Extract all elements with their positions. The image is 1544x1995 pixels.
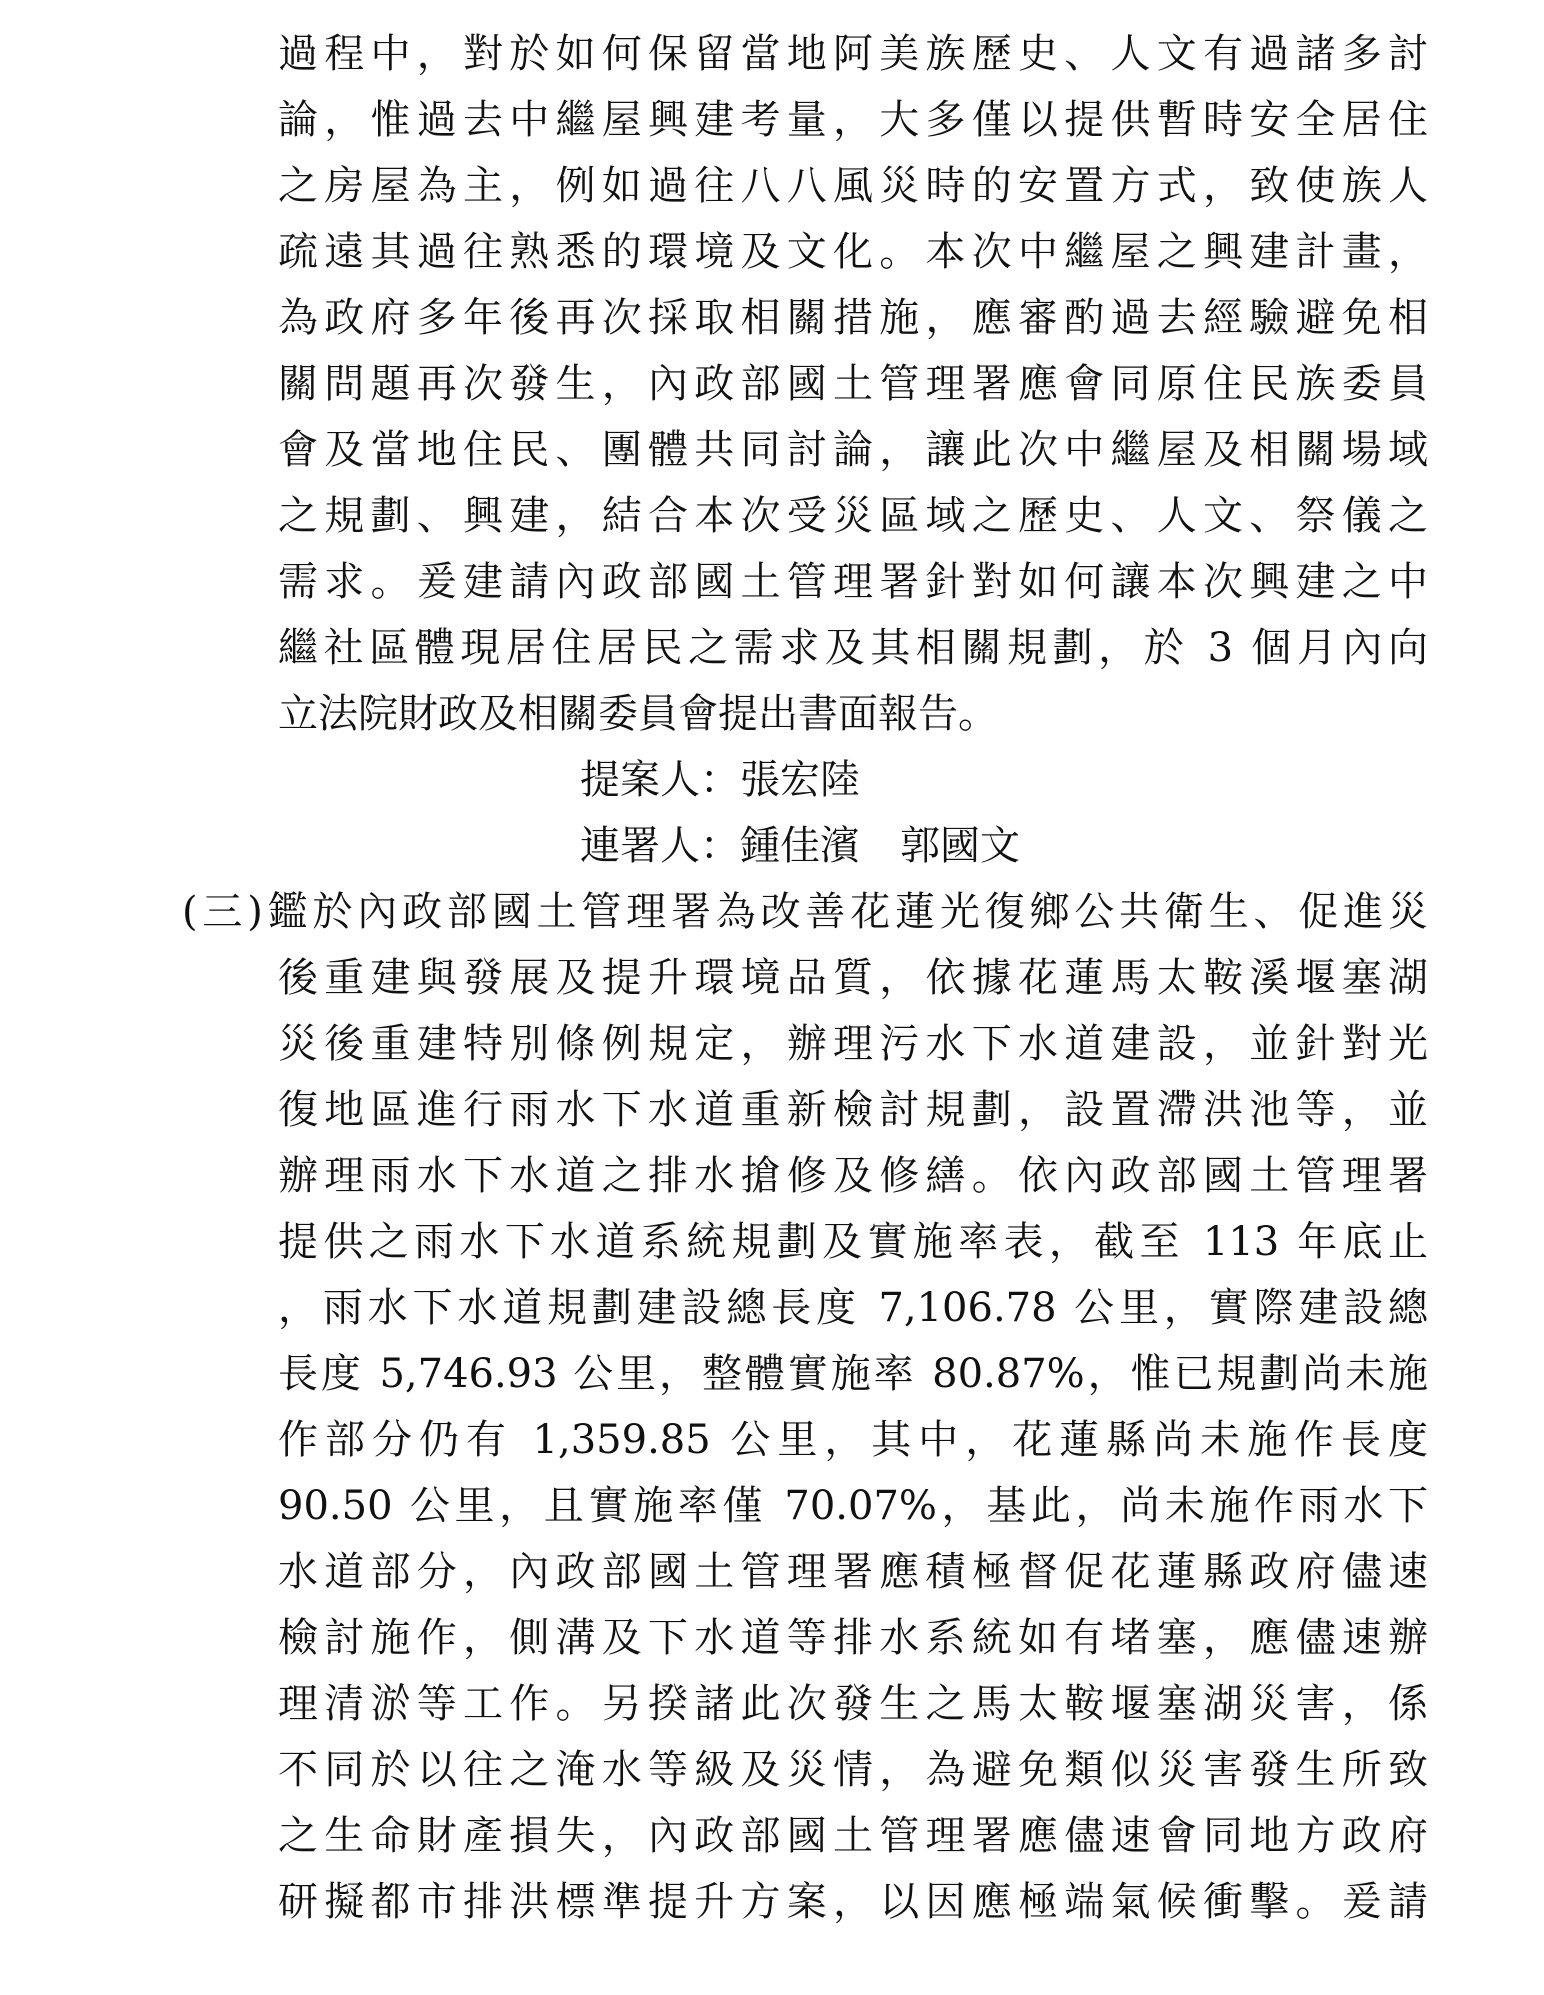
item-3-line: 災後重建特別條例規定，辦理污水下水道建設，並針對光: [278, 1021, 1428, 1067]
item-3-line: 研擬都市排洪標準提升方案，以因應極端氣候衝擊。爰請: [278, 1879, 1428, 1925]
item-3-line: 辦理雨水下水道之排水搶修及修繕。依內政部國土管理署: [278, 1153, 1428, 1199]
item-3-line: ，雨水下水道規劃建設總長度 7,106.78 公里，實際建設總: [278, 1285, 1428, 1331]
item-3-line: 檢討施作，側溝及下水道等排水系統如有堵塞，應儘速辦: [278, 1615, 1428, 1661]
item-3-line: 水道部分，內政部國土管理署應積極督促花蓮縣政府儘速: [278, 1549, 1428, 1595]
paragraph-line: 立法院財政及相關委員會提出書面報告。: [278, 691, 998, 737]
paragraph-line: 為政府多年後再次採取相關措施，應審酌過去經驗避免相: [278, 295, 1428, 341]
item-3-line: 長度 5,746.93 公里，整體實施率 80.87%，惟已規劃尚未施: [278, 1351, 1428, 1397]
item-3-first-line: (三)鑑於內政部國土管理署為改善花蓮光復鄉公共衛生、促進災: [182, 889, 1428, 935]
paragraph-line: 會及當地住民、團體共同討論，讓此次中繼屋及相關場域: [278, 427, 1428, 473]
item-3-line: 提供之雨水下水道系統規劃及實施率表，截至 113 年底止: [278, 1219, 1428, 1265]
item-3-line: 復地區進行雨水下水道重新檢討規劃，設置滯洪池等，並: [278, 1087, 1428, 1133]
paragraph-line: 之規劃、興建，結合本次受災區域之歷史、人文、祭儀之: [278, 493, 1428, 539]
item-3-line: 理清淤等工作。另揆諸此次發生之馬太鞍堰塞湖災害，係: [278, 1681, 1428, 1727]
item-3-line: 作部分仍有 1,359.85 公里，其中，花蓮縣尚未施作長度: [278, 1417, 1428, 1463]
paragraph-line: 需求。爰建請內政部國土管理署針對如何讓本次興建之中: [278, 559, 1428, 605]
paragraph-line: 繼社區體現居住居民之需求及其相關規劃，於 3 個月內向: [278, 625, 1428, 671]
paragraph-line: 疏遠其過往熟悉的環境及文化。本次中繼屋之興建計畫，: [278, 229, 1428, 275]
paragraph-line: 之房屋為主，例如過往八八風災時的安置方式，致使族人: [278, 163, 1428, 209]
proposer-line: 提案人：張宏陸: [580, 757, 860, 803]
paragraph-line: 過程中，對於如何保留當地阿美族歷史、人文有過諸多討: [278, 31, 1428, 77]
paragraph-line: 關問題再次發生，內政部國土管理署應會同原住民族委員: [278, 361, 1428, 407]
item-3-line: 不同於以往之淹水等級及災情，為避免類似災害發生所致: [278, 1747, 1428, 1793]
cosigners-line: 連署人：鍾佳濱 郭國文: [580, 823, 1020, 869]
item-3-line: 後重建與發展及提升環境品質，依據花蓮馬太鞍溪堰塞湖: [278, 955, 1428, 1001]
paragraph-line: 論，惟過去中繼屋興建考量，大多僅以提供暫時安全居住: [278, 97, 1428, 143]
item-3-line: 90.50 公里，且實施率僅 70.07%，基此，尚未施作雨水下: [278, 1483, 1428, 1529]
item-3-line: 之生命財產損失，內政部國土管理署應儘速會同地方政府: [278, 1813, 1428, 1859]
